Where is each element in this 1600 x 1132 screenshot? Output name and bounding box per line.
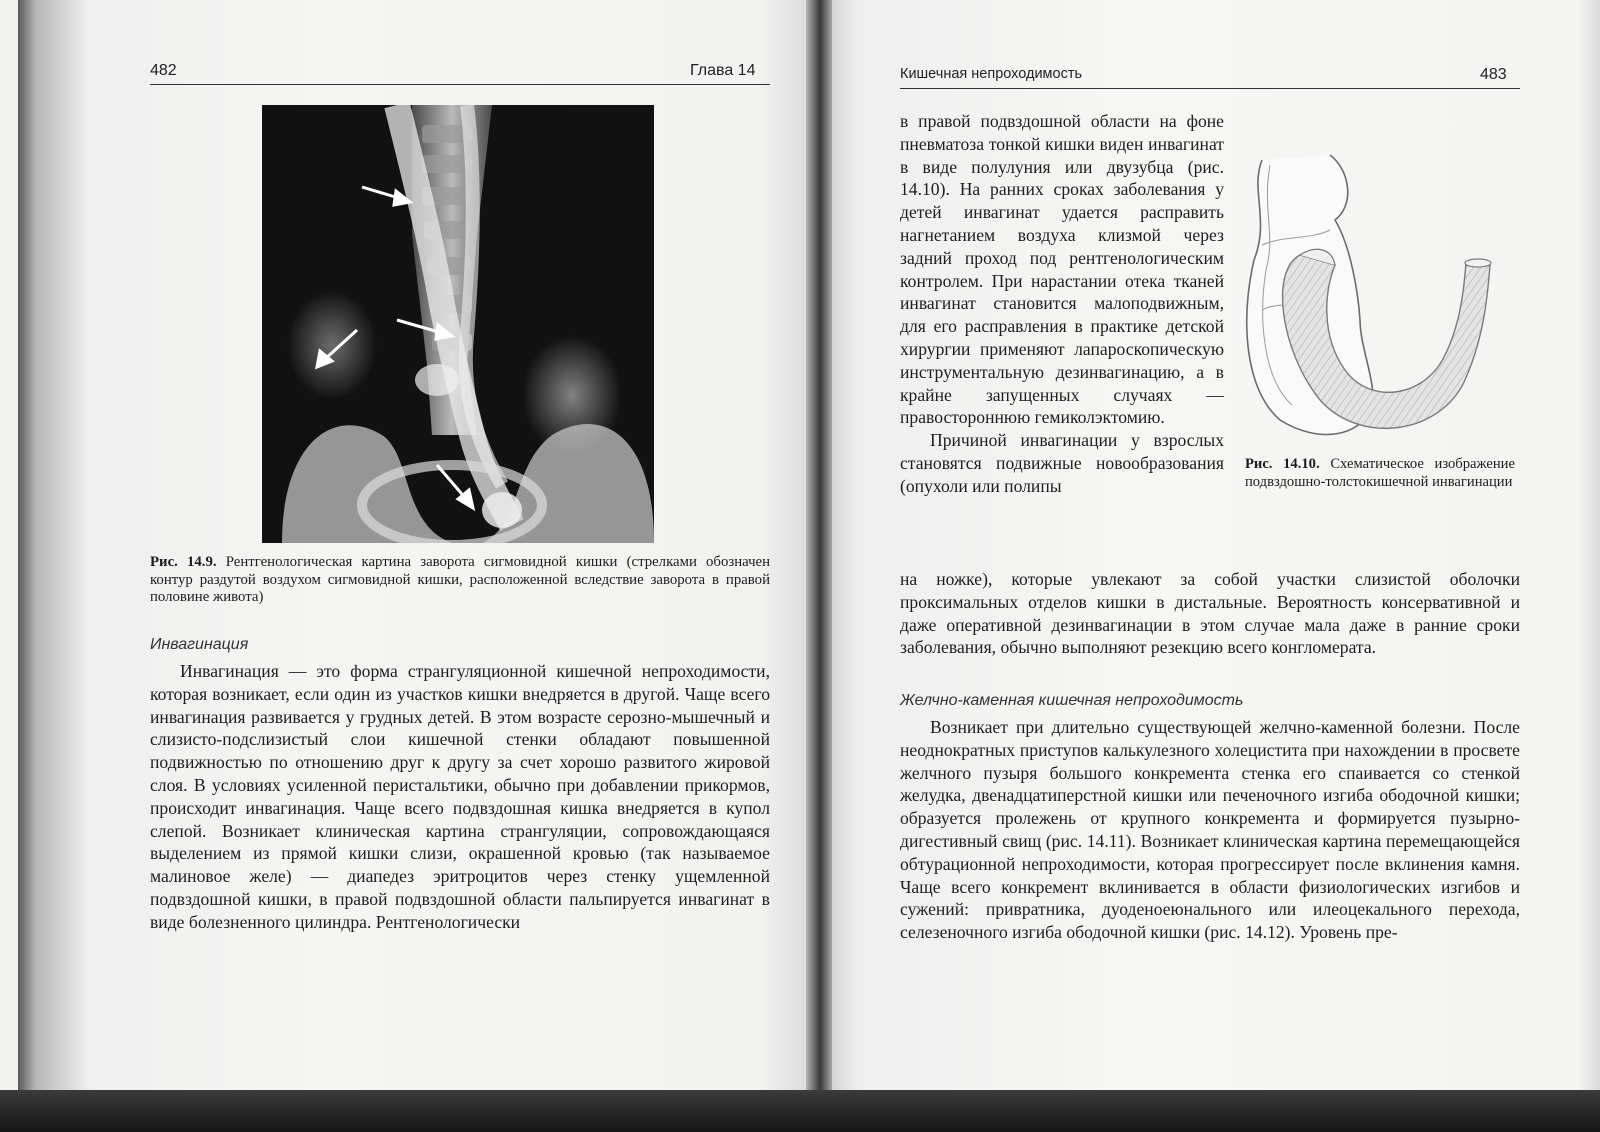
intussusception-diagram-figure-14-10 [1240, 150, 1500, 450]
figure-14-9-caption [150, 554, 770, 607]
paragraph-intussusception: Инвагинация — это форма странгуляционной кишечной непроходимости, которая возникает, если один из участков кишки внедряется в другой. Чаще всего инвагинация развивается у грудных детей. В этом возрасте серозно-мышечный и слизисто-подслизистый слои кишечной стенки обладают повышенной подвижностью по отношению друг к другу за счет хорошо развитого жировой слоя. В условиях усиленной перистальтики, обычно при добавлении прикормов, происходит инвагинация. Чаще всего подвздошная кишка внедряется в купол слепой. Возникает клиническая картина странгуляции, сопровождающаяся выделением из прямой кишки слизи, окрашенной кровью (так называемое малиновое желе) — диапедез эритроцитов через стенку ущемленной подвздошной кишки, в правой подвздошной области пальпируется инвагинат в виде болезненного цилиндра. Рентгенологически [150, 661, 770, 932]
right-page-number: 483 [1480, 66, 1507, 83]
left-page-number: 482 [150, 62, 177, 79]
paragraph-adults-start: Причиной инвагинации у взрослых становятся подвижные новообразования (опухоли или полипы [900, 430, 1224, 496]
figure-14-9-text: Рентгенологическая картина заворота сигмовидной кишки (стрелками обозначен контур раздутой воздухом сигмовидной кишки, расположенной вследствие заворота в правой половине живота) [150, 554, 771, 606]
right-lower-text [900, 716, 1520, 944]
right-header-rule [900, 88, 1520, 89]
paragraph-adults-rest: на ножке), которые увлекают за собой участки слизистой оболочки проксимальных отделов кишки в дистальные. Вероятность консервативной и даже оперативной дезинвагинации в этом случае мала даже в ранние сроки заболевания, обычно выполняют резекцию всего конгломерата. [900, 569, 1520, 658]
book-spine [806, 0, 832, 1090]
paragraph-gallstone: Возникает при длительно существующей желчно-каменной болезни. После неоднократных приступов калькулезного холецистита при нахождении в просвете желчного пузыря большого конкремента стенка его спаивается со стенкой желудка, двенадцатиперстной кишки или печеночного изгиба ободочной кишки; образуется пролежень от крупного конкремента и формируется пузырно-дигестивный свищ (рис. 14.11). Возникает клиническая картина перемещающейся обтурационной непроходимости, которая прогрессирует после вклинения камня. Чаще всего конкремент вклинивается в области физиологических изгибов и сужений: привратника, дуоденоеюнального или илеоцекального перехода, селезеночного изгиба ободочной кишки (рис. 14.12). Уровень пре- [900, 717, 1520, 943]
right-column-text [900, 110, 1224, 498]
left-header-rule [150, 84, 770, 85]
section-title-gallstone-ileus: Желчно-каменная кишечная непроходимость [900, 692, 1244, 709]
right-full-width-text [900, 568, 1520, 659]
figure-14-10-caption [1245, 456, 1515, 491]
scanner-edge [0, 1090, 1600, 1132]
figure-14-10-label: Рис. 14.10. [1245, 456, 1320, 472]
figure-14-9-label: Рис. 14.9. [150, 554, 217, 570]
left-chapter-title: Глава 14 [690, 62, 756, 79]
xray-figure-14-9 [262, 105, 654, 543]
paragraph-continued: в правой подвздошной области на фоне пневматоза тонкой кишки виден инвагинат в виде полулуния или двузубца (рис. 14.10). На ранних сроках заболевания у детей инвагинат удается расправить нагнетанием воздуха клизмой через задний проход под рентгенологическим контролем. При нарастании отека тканей инвагинат становится малоподвижным, для его расправления в практике детской хирургии применяют лапароскопическую инструментальную дезинвагинацию, а в крайне запущенных случаях — правостороннюю гемиколэктомию. [900, 111, 1224, 428]
right-running-title: Кишечная непроходимость [900, 66, 1083, 82]
figure-14-10-text: Схематическое изображение подвздошно-толстокишечной инвагинации [1245, 456, 1515, 490]
left-body-text [150, 660, 770, 934]
section-title-intussusception: Инвагинация [150, 636, 249, 653]
